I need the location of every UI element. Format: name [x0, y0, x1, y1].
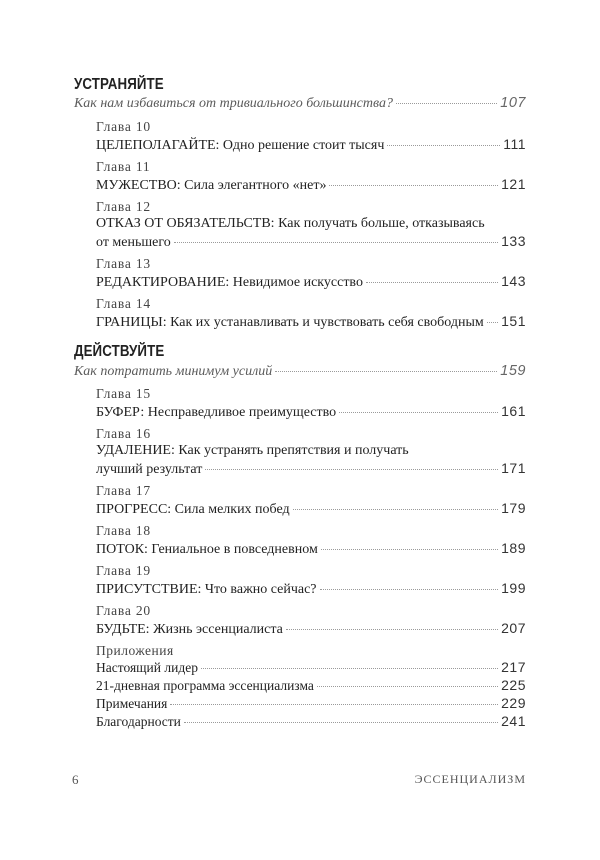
chapter-title: ПРОГРЕСС: Сила мелких побед [96, 502, 290, 517]
appendix-title: Благодарности [96, 714, 181, 729]
appendix-title: 21-дневная программа эссенциализма [96, 678, 314, 693]
chapter-label: Глава 13 [96, 256, 151, 271]
chapter-label: Глава 10 [96, 119, 151, 134]
chapter-entry-15[interactable] [96, 403, 526, 421]
page-number: 171 [501, 460, 526, 476]
leader-dots [321, 549, 498, 550]
leader-dots [387, 145, 500, 146]
leader-dots [184, 722, 498, 723]
leader-dots [396, 103, 497, 104]
chapter-entry-16[interactable] [96, 460, 526, 478]
leader-dots [487, 322, 498, 323]
leader-dots [174, 242, 498, 243]
chapter-entry-13[interactable] [96, 273, 526, 291]
chapter-label: Глава 20 [96, 603, 151, 618]
appendix-label: Приложения [96, 643, 174, 658]
section-title-eliminate: УСТРАНЯЙТЕ [74, 76, 164, 93]
chapter-title: БУФЕР: Несправедливое преимущество [96, 405, 337, 420]
page-number: 199 [501, 580, 526, 596]
footer-page-number: 6 [72, 772, 79, 787]
appendix-entry[interactable] [96, 713, 526, 730]
leader-dots [317, 686, 498, 687]
leader-dots [201, 668, 498, 669]
chapter-label: Глава 11 [96, 159, 151, 174]
page-number: 189 [501, 540, 526, 556]
appendix-entry[interactable] [96, 695, 526, 712]
chapter-title: МУЖЕСТВО: Сила элегантного «нет» [96, 178, 327, 193]
chapter-label: Глава 19 [96, 563, 151, 578]
chapter-title-line1[interactable]: ОТКАЗ ОТ ОБЯЗАТЕЛЬСТВ: Как получать больше, отказываясь [96, 216, 485, 231]
chapter-label: Глава 12 [96, 199, 151, 214]
leader-dots [205, 469, 498, 470]
chapter-title: ГРАНИЦЫ: Как их устанавливать и чувствовать себя свободным [96, 315, 484, 330]
section-subtitle-text: Как потратить минимум усилий [74, 364, 273, 379]
chapter-entry-20[interactable] [96, 620, 526, 638]
page-number: 207 [501, 620, 526, 636]
section-subtitle-eliminate[interactable] [74, 95, 526, 112]
page-number: 225 [501, 677, 526, 693]
leader-dots [366, 282, 498, 283]
leader-dots [339, 412, 498, 413]
page-number: 111 [503, 136, 526, 152]
chapter-title: от меньшего [96, 235, 171, 250]
page-number: 159 [500, 363, 526, 379]
chapter-entry-10[interactable] [96, 136, 526, 154]
chapter-title-line1[interactable]: УДАЛЕНИЕ: Как устранять препятствия и получать [96, 443, 409, 458]
chapter-label: Глава 16 [96, 426, 151, 441]
chapter-title: ПОТОК: Гениальное в повседневном [96, 542, 318, 557]
section-subtitle-text: Как нам избавиться от тривиального большинства? [74, 96, 393, 111]
leader-dots [320, 589, 499, 590]
appendix-entry[interactable] [96, 659, 526, 676]
chapter-entry-19[interactable] [96, 580, 526, 598]
chapter-entry-17[interactable] [96, 500, 526, 518]
chapter-title: ПРИСУТСТВИЕ: Что важно сейчас? [96, 582, 317, 597]
leader-dots [275, 371, 497, 372]
page-number: 121 [501, 176, 526, 192]
appendix-title: Настоящий лидер [96, 660, 198, 675]
page-number: 161 [501, 403, 526, 419]
page-number: 217 [501, 659, 526, 675]
page-number: 179 [501, 500, 526, 516]
footer-book-title: ЭССЕНЦИАЛИЗМ [414, 772, 526, 786]
section-subtitle-execute[interactable] [74, 363, 526, 380]
chapter-title: РЕДАКТИРОВАНИЕ: Невидимое искусство [96, 275, 363, 290]
chapter-title: ЦЕЛЕПОЛАГАЙТЕ: Одно решение стоит тысяч [96, 138, 385, 153]
chapter-label: Глава 15 [96, 386, 151, 401]
page-number: 151 [501, 313, 526, 329]
chapter-label: Глава 17 [96, 483, 151, 498]
chapter-entry-18[interactable] [96, 540, 526, 558]
chapter-entry-12[interactable] [96, 233, 526, 251]
chapter-entry-11[interactable] [96, 176, 526, 194]
chapter-title: лучший результат [96, 462, 203, 477]
chapter-title: БУДЬТЕ: Жизнь эссенциалиста [96, 622, 283, 637]
appendix-title: Примечания [96, 696, 168, 711]
chapter-entry-14[interactable] [96, 313, 526, 331]
section-title-execute: ДЕЙСТВУЙТЕ [74, 343, 165, 360]
chapter-label: Глава 14 [96, 296, 151, 311]
leader-dots [293, 509, 498, 510]
page-number: 229 [501, 695, 526, 711]
page-number: 241 [501, 713, 526, 729]
leader-dots [286, 629, 498, 630]
chapter-label: Глава 18 [96, 523, 151, 538]
page-number: 143 [501, 273, 526, 289]
appendix-entry[interactable] [96, 677, 526, 694]
leader-dots [329, 185, 498, 186]
page-number: 107 [500, 95, 526, 111]
page-number: 133 [501, 233, 526, 249]
leader-dots [170, 704, 498, 705]
